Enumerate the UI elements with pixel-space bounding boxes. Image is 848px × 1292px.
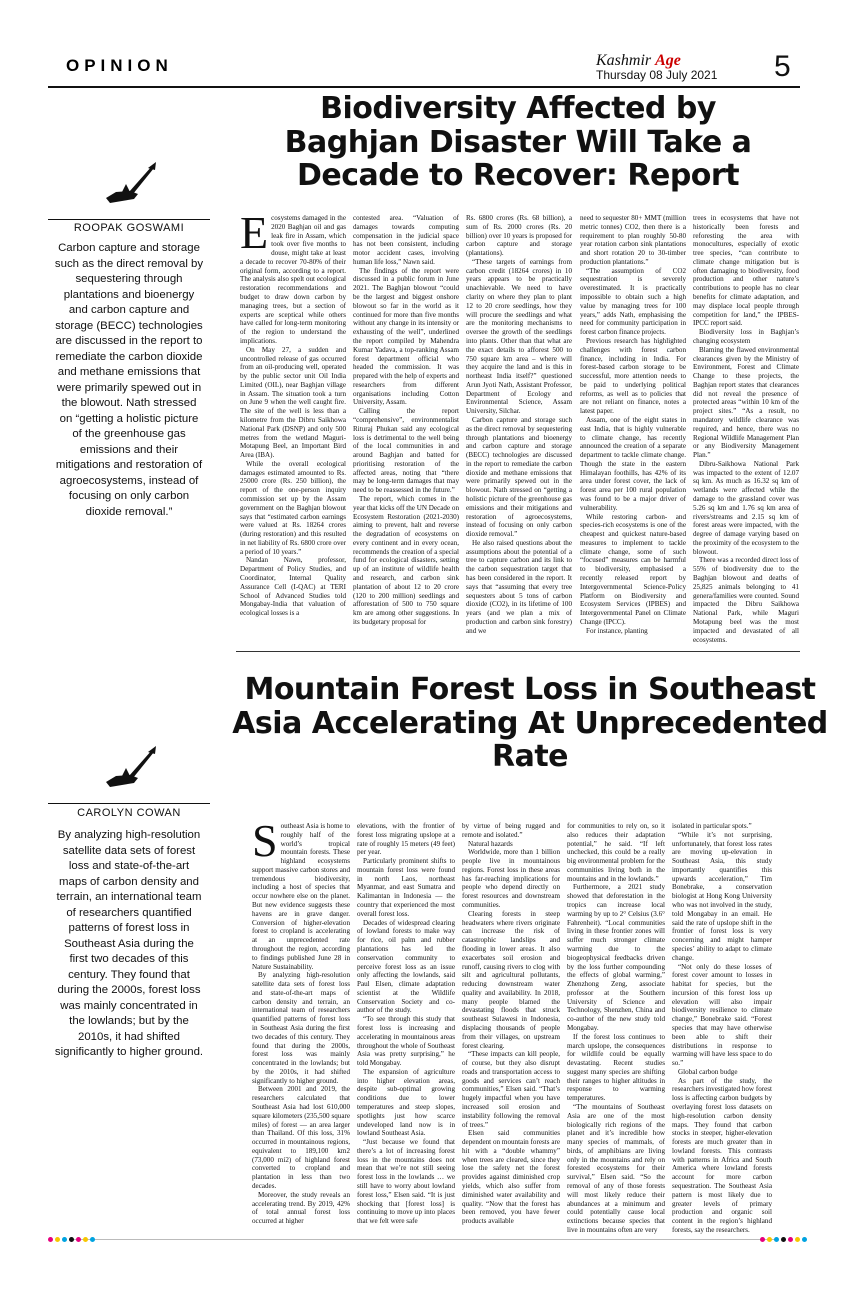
paragraph: Dibru-Saikhowa National Park was impacted to the extent of 12.07 sq km. As much as 16.32 sq km of wetlands were affected while the damage to the grassland cover was 5.26 sq km and 1.76 sq km area of rivers/streams and 2.15 sq km of forest areas were impacted, with the degree of damage varying based on the proximity of the ecosystem to the blowout. (693, 459, 799, 556)
paragraph: Nandan Nawn, professor, Department of Policy Studies, and Coordinator, Internal Quality Assurance Cell (I-QAC) at TERI School of Advanced Studies told Mongabay-India that valuation of ecological losses is a (240, 556, 346, 618)
footer-rule (72, 1239, 778, 1240)
paragraph: outheast Asia is home to roughly half of the world’s tropical mountain forests. These highland ecosystems support massive carbon stores and tremendous biodiversity, including a host of species that occur nowhere else on the planet. But new evidence suggests these havens are in grave danger. Conversion of higher-elevation forest to cropland is accelerating at an unprecedented rate throughout the region, according to findings published June 28 in Nature Sustainability. (252, 822, 350, 971)
paragraph: While the overall ecological damages estimated amounted to Rs. 25000 crore (Rs. 250 billion), the report of the one-person inquiry commission set up by the Assam government on the Baghjan blowout says that “estimated carbon earnings were valued at Rs. 18264 crores (during restoration) and this resulted in net liability of Rs. 6800 crore over a period of 10 years.” (240, 459, 346, 556)
paragraph: Particularly prominent shifts to mountain forest loss were found in north Laos, northeast Myanmar, and east Sumatra and Kalimantan in Indonesia — the country that experienced the most overall forest loss. (357, 857, 455, 918)
paragraph: by virtue of being rugged and remote and isolated.” (462, 822, 560, 839)
registration-dot (90, 1237, 95, 1242)
article2-column-3 (462, 822, 560, 1228)
article2-column-5 (672, 822, 772, 1234)
paragraph: Calling the report “comprehensive”, environmentalist Rituraj Phukan said any ecological loss is detrimental to the well being of the local communities in and around Baghjan and batted for prioritising restoration of the affected areas, noting that “there may be long-term damages that may need to be reassessed in the future.” (353, 407, 459, 495)
subheading: Global carbon budge (678, 1067, 738, 1076)
paragraph: need to sequester 80+ MMT (million metric tonnes) CO2, then there is a requirement to plan roughly 50-80 year rotation carbon sink plantations and short rotation 20 to 30-timber production plantations.” (580, 214, 686, 266)
registration-dot (767, 1237, 772, 1242)
paragraph: Blaming the flawed environmental clearances given by the Ministry of Environment, Forest and Climate Change to these projects, the Baghjan report states that clearances did not reveal the presence of protected areas “within 10 km of the project sites.” “As a result, no mandatory wildlife clearance was required, and hence, there was no Regional Wildlife Management Plan or any Biodiversity Management Plan.” (693, 345, 799, 460)
article1-column-3 (466, 214, 572, 646)
paragraph: The findings of the report were discussed in a public forum in June 2021. The Baghjan blowout “could be the largest and biggest onshore blowout so far in the world as it continued for more than five months without any change in its intensity or exhausting of the well”, underlined the report compiled by Mahendra Kumar Yadava, a top-ranking Assam forest department official who headed the commission. It was prepared with the help of experts and researchers from different organisations including Cotton University, Assam. (353, 266, 459, 407)
paragraph: For instance, planting (586, 626, 648, 635)
quill-hand-icon (100, 158, 160, 208)
article2-column-1 (252, 815, 350, 1228)
paragraph: elevations, with the frontier of forest loss migrating upslope at a rate of roughly 15 meters (49 feet) per year. (357, 822, 455, 857)
paragraph: The report, which comes in the year that kicks off the UN Decade on Ecosystem Restoration (2021-2030) aiming to prevent, halt and reverse the degradation of ecosystems on every continent and in every ocean, recommends the creation of a special fund for ecological disasters, setting up of an institute of wildlife health and research, and carbon sink plantation of about 12 to 20 crore (120 to 200 million) seedlings and afforestation of 500 to 750 square km are among other suggestions. In its budgetary proposal for (353, 495, 459, 626)
registration-dot (62, 1237, 67, 1242)
section-title: OPINION (66, 56, 173, 75)
article-divider (236, 651, 800, 652)
article1-author: ROOPAK GOSWAMI (73, 222, 185, 234)
article2-headline: Mountain Forest Loss in Southeast Asia Accelerating At Unprecedented Rate (232, 672, 828, 775)
issue-date: Thursday 08 July 2021 (596, 68, 718, 82)
article1-headline: Biodiversity Affected by Baghjan Disaster Will Take a Decade to Recover: Report (284, 91, 752, 194)
paragraph: While restoring carbon- and species-rich ecosystems is one of the cheapest and quickest nature-based measures to implement to tackle climate change, some of such “focused” measures can be harmful to biodiversity, emphasised a recently released report by Intergovernmental Science-Policy Platform on Biodiversity and Ecosystem Services (IPBES) and Intergovernmental Panel on Climate Change (IPCC). (580, 512, 686, 626)
paragraph: As part of the study, the researchers investigated how forest loss is affecting carbon budgets by overlaying forest loss datasets on high-resolution carbon density maps. They found that carbon stocks in steeper, higher-elevation forests are much greater than in lowland forests. This contrasts with patterns in Africa and South America where lowland forests account for more carbon sequestration. The Southeast Asia pattern is most likely due to greater levels of primary production and organic soil content in the region’s highland forests, say the researchers. (672, 1076, 772, 1234)
paragraph: Carbon capture and storage such as the direct removal by sequestering through plantations and bioenergy and carbon capture and storage (BECC) technologies are discussed in the report to remediate the carbon dioxide and methane emissions that were primarily spewed out in the blowout. Nath stressed on “getting a holistic picture of the greenhouse gas emissions and their mitigations and restoration of agroecosystems, instead of focusing on only carbon dioxide removal.” (466, 415, 572, 539)
registration-dot (76, 1237, 81, 1242)
article1-pull-quote: Carbon capture and storage such as the direct removal by sequestering through plantations and bioenergy and carbon capture and storage (BECC) technologies are discussed in the report to remediate the carbon dioxide and methane emissions that were primarily spewed out in the blowout. Nath stressed on “getting a holistic picture of the greenhouse gas emissions and their mitigations and restoration of agroecosystems, instead of focusing on only carbon dioxide removal.” (54, 242, 204, 518)
registration-marks-right (760, 1237, 807, 1242)
paragraph: There was a recorded direct loss of 55% of biodiversity due to the Baghjan blowout and deaths of 25,825 animals belonging to 41 genera/families were counted. Sound impacted the Dibru Saikhowa National Park, while Maguri Motapung beel was the most impacted and devastated of all ecosystems. (693, 556, 799, 644)
paragraph: Worldwide, more than 1 billion people live in mountainous regions. Forest loss in these areas has far-reaching implications for people who depend directly on forest resources and downstream communities. (462, 848, 560, 910)
registration-dot (795, 1237, 800, 1242)
subheading: Natural hazards (468, 839, 513, 848)
paragraph: Between 2001 and 2019, the researchers calculated that Southeast Asia had lost 610,000 square kilometers (235,500 square miles) of forest — an area larger than Thailand. Of this loss, 31% occurred in mountainous regions, equivalent to 189,100 km2 (73,000 mi2) of highland forest converted to cropland and plantation in less than two decades. (252, 1085, 350, 1191)
article2-column-4 (567, 822, 665, 1234)
paragraph: “These impacts can kill people, of course, but they also disrupt roads and transportation access to goods and services can’t reach communities,” Elsen said. “That’s hugely impactful when you have increased soil erosion and instability following the removal of trees.” (462, 1050, 560, 1129)
paragraph: Moreover, the study reveals an accelerating trend. By 2019, 42% of total annual forest loss occurred at higher (252, 1190, 350, 1226)
article2-column-2 (357, 822, 455, 1228)
article1-column-1 (240, 207, 346, 646)
registration-dot (48, 1237, 53, 1242)
article1-column-2 (353, 214, 459, 646)
article1-column-5 (693, 214, 799, 646)
author-rule (48, 219, 210, 220)
paragraph: Rs. 6800 crores (Rs. 68 billion), a sum of Rs. 2000 crores (Rs. 20 billion) over 10 years is proposed for carbon capture and storage (plantations). (466, 214, 572, 258)
paragraph: Previous research has highlighted challenges with forest carbon finance, including in India. For forest-based carbon storage to be successful, more attention needs to be paid to underlying political reforms, as well as to policies that are not reliant on finance, notes a latest paper. (580, 336, 686, 416)
paragraph: cosystems damaged in the 2020 Baghjan oil and gas leak fire in Assam, which took over five months to douse, might take at least a decade to recover 70-80% of their original form, according to a report. The analysis also spelt out ecological restoration recommendations and budget to draw down carbon by managing trees, but a section of experts are sceptical while others have called for long-term monitoring of the region to understand the implications. (240, 214, 346, 345)
registration-dot (802, 1237, 807, 1242)
paragraph: “Not only do these losses of forest cover amount to losses in habitat for species, but the incursion of this forest loss up elevation will also impair biodiversity resilience to climate change,” Bonebrake said. “Forest species that may have otherwise been able to shift their distributions in response to warming will have less space to do so.” (672, 962, 772, 1068)
article1-column-4 (580, 214, 686, 646)
quill-hand-icon (100, 742, 160, 792)
paragraph: He also raised questions about the assumptions about the potential of a tree to capture carbon and its link to the carbon sequestration target that has been considered in the report. It says that “assuming that every tree sequesters about 5 tons of carbon dioxide (CO2), in its lifetime of 100 years (and we plan a mix of production and carbon sink forestry) and we (466, 538, 572, 635)
paragraph: By analyzing high-resolution satellite data sets of forest loss and state-of-the-art maps of carbon density and terrain, an international team of researchers quantified patterns of forest loss in Southeast Asia during the first two decades of this century. They found that during the 2000s, forest loss was mainly concentrated in the lowlands; but by the 2010s, it had shifted significantly to higher ground. (252, 971, 350, 1085)
registration-dot (788, 1237, 793, 1242)
paragraph: Decades of widespread clearing of lowland forests to make way for rice, oil palm and rubber plantations has led the conservation community to perceive forest loss as an issue only affecting the lowlands, said Paul Elsen, climate adaptation scientist at the Wildlife Conservation Society and co-author of the study. (357, 918, 455, 1015)
subheading: Biodiversity loss in Baghjan’s changing ecosystem (693, 328, 799, 345)
brand-age: Age (655, 52, 681, 69)
dropcap: S (252, 815, 278, 866)
registration-dot (781, 1237, 786, 1242)
paragraph: Clearing forests in steep headwaters where rivers originate can increase the risk of catastrophic landslips and flooding in lower areas. It also exacerbates soil erosion and runoff, causing rivers to clog with silt and agricultural pollutants, reducing downstream water quality and availability. In 2018, many people blamed the devastating floods that struck southeast Sulawesi in Indonesia, displacing thousands of people from their villages, on upstream forest clearing. (462, 909, 560, 1050)
paragraph: isolated in particular spots.” (672, 822, 752, 830)
dropcap: E (240, 207, 269, 258)
paragraph: “To see through this study that forest loss is increasing and accelerating in mountainous areas throughout the whole of Southeast Asia was pretty surprising,” he told Mongabay. (357, 1015, 455, 1068)
paragraph: trees in ecosystems that have not historically been forests and reforesting the area with monocultures, especially of exotic tree species, “can contribute to climate change mitigation but is often damaging to biodiversity, food production and other nature’s contributions to people has no clear benefits for climate adaptation, and may displace local people through competition for land,” the IPBES-IPCC report said. (693, 214, 799, 328)
author-rule (48, 803, 210, 804)
paragraph: If the forest loss continues to march upslope, the consequences for wildlife could be equally devastating. Recent studies suggest many species are shifting their ranges to higher altitudes in response to warming temperatures. (567, 1032, 665, 1103)
registration-dot (760, 1237, 765, 1242)
paragraph: The expansion of agriculture into higher elevation areas, despite sub-optimal growing conditions due to lower temperatures and steep slopes, spotlights just how scarce undeveloped land now is in lowland Southeast Asia. (357, 1067, 455, 1138)
page-number: 5 (774, 50, 791, 83)
header-rule (48, 86, 800, 88)
article2-author: CAROLYN COWAN (77, 807, 181, 819)
paragraph: “These targets of earnings from carbon credit (18264 crores) in 10 years appears to be practically unachievable. We need to have clarity on where they plan to plant 12 to 20 crore seedlings, how they will procure the seedlings and what are the monitoring mechanisms to oversee the growth of the seedlings into plants. Other than that what are the exact details to afforest 500 to 750 square km area – where will they acquire the land and is this in northeast India itself?” questioned Arun Jyoti Nath, Assistant Professor, Department of Ecology and Environmental Science, Assam University, Silchar. (466, 257, 572, 416)
registration-dot (55, 1237, 60, 1242)
registration-marks-left (48, 1237, 95, 1242)
paragraph: Assam, one of the eight states in east India, that is highly vulnerable to climate change, has recently announced the creation of a separate department to tackle climate change. Though the state in the eastern Himalayan foothills, has 42% of its area under forest cover, the lack of forest area per 100 rural population was found to be a major driver of vulnerability. (580, 415, 686, 512)
paragraph: “Just because we found that there’s a lot of increasing forest loss in the mountains does not mean that we’re not still seeing forest loss in the lowlands … we still have to worry about lowland forest loss,” Elsen said. “It is just shocking that [forest loss] is continuing to move up into places that we felt were safe (357, 1138, 455, 1226)
paragraph: contested area. “Valuation of damages towards computing compensation in the judicial space has not been consistent, including motor accident cases, involving human life loss,” Nawn said. (353, 214, 459, 266)
paragraph: Elsen said communities dependent on mountain forests are hit with a “double whammy” when trees are cleared, since they lose the safety net the forest provides against diminished crop yields, which also suffer from diminished water availability and quality. “Now that the forest has been removed, you have fewer products available (462, 1129, 560, 1226)
registration-dot (774, 1237, 779, 1242)
paragraph: “The mountains of Southeast Asia are one of the most biologically rich regions of the planet and it’s incredible how many species of mammals, of birds, of amphibians are living only in the mountains and rely on forested ecosystems for their survival,” Elsen said. “So the removal of any of those forests will most likely reduce their abundances at a minimum and could potentially cause local extinctions because species that live in mountains often are very (567, 1103, 665, 1234)
paragraph: “The assumption of CO2 sequestration is severely overestimated. It is practically impossible to obtain such a high value by managing trees for 100 years,” adds Nath, emphasising the need for community participation in forest carbon finance projects. (580, 266, 686, 337)
paragraph: “While it’s not surprising, unfortunately, that forest loss rates are moving up-elevation in Southeast Asia, this study importantly quantifies this upwards acceleration,” Tim Bonebrake, a conservation biologist at Hong Kong University who was not involved in the study, told Mongabay in an email. He said the rate of upslope shift in the frontier of forest loss is very concerning and might hamper species’ ability to adapt to climate change. (672, 830, 772, 962)
brand-kashmir: Kashmir (596, 52, 652, 69)
paragraph: for communities to rely on, so it also reduces their adaptation potential,” he said. “If left unchecked, this could be a really big environmental problem for the communities living both in the mountains and in the lowlands.” (567, 822, 665, 883)
paragraph: On May 27, a sudden and uncontrolled release of gas occurred from an oil-producing well, operated by the public sector unit Oil India Limited (OIL), near Baghjan village in Assam. The situation took a turn on June 9 when the well caught fire. The site of the well is less than a kilometre from the Dibru Saikhowa National Park (DSNP) and only 500 metres from the wetland Maguri-Motapung Beel, an Important Bird Area (IBA). (240, 345, 346, 460)
paragraph: Furthermore, a 2021 study showed that deforestation in the tropics can increase local warming by up to 2° Celsius (3.6° Fahrenheit). “Local communities living in these frontier zones will suffer much stronger climate warming due to the biogeophysical feedbacks driven by the loss further compounding the effects of global warming,” Zhenzhong Zeng, associate professor at the Southern University of Science and Technology, Shenzhen, China and co-author of the new study told Mongabay. (567, 883, 665, 1032)
registration-dot (69, 1237, 74, 1242)
article2-pull-quote: By analyzing high-resolution satellite data sets of forest loss and state-of-the-art maps of carbon density and terrain, an international team of researchers quantified patterns of forest loss in Southeast Asia during the first two decades of this century. They found that during the 2000s, forest loss was mainly concentrated in the lowlands; but by the 2010s, it had shifted significantly to higher ground. (54, 829, 204, 1058)
registration-dot (83, 1237, 88, 1242)
